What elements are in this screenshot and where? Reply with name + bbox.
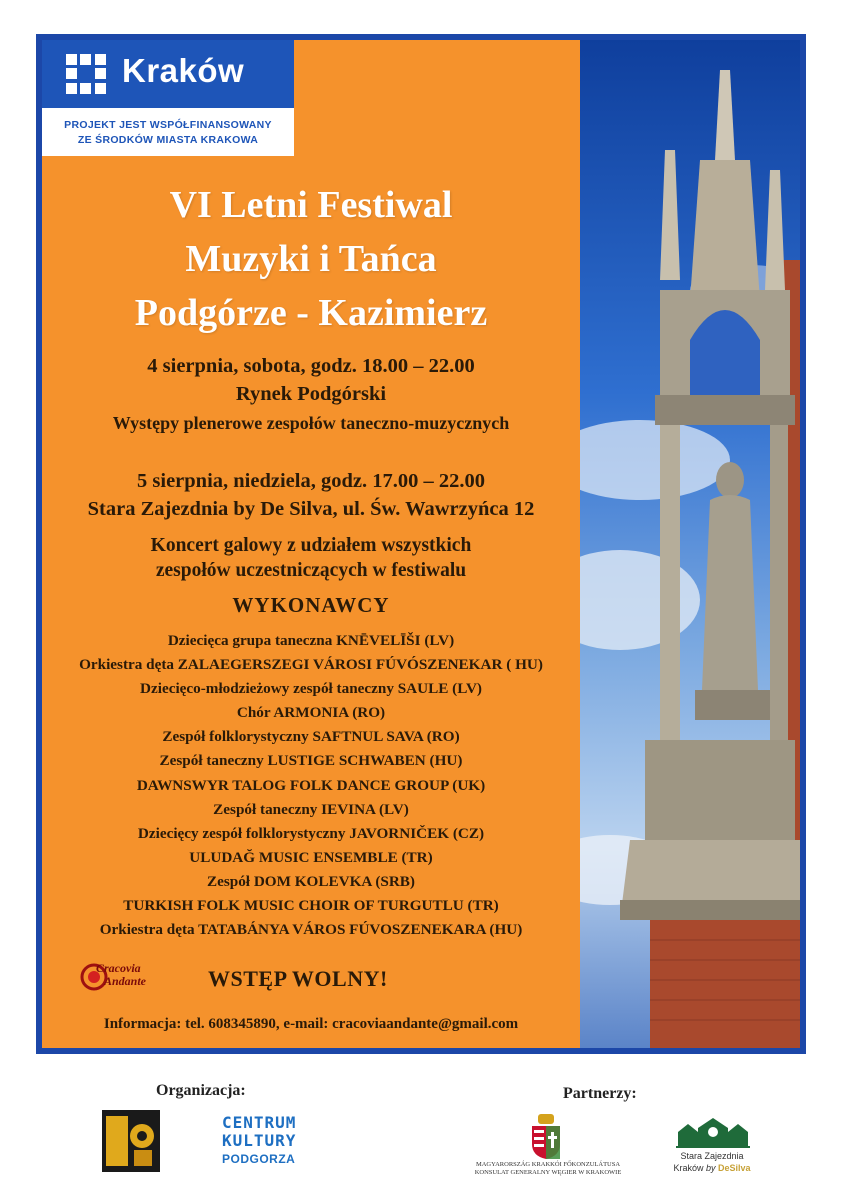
embassy-text: [468, 1161, 628, 1177]
cofinance-line2: ZE ŚRODKÓW MIASTA KRAKOWA: [77, 134, 259, 146]
sz-desilva: DeSilva: [718, 1163, 751, 1173]
performer-item: DAWNSWYR TALOG FOLK DANCE GROUP (UK): [136, 776, 486, 794]
performer-item: ULUDAĞ MUSIC ENSEMBLE (TR): [189, 848, 433, 866]
title-line3: Podgórze - Kazimierz: [134, 292, 488, 334]
festival-title: [42, 178, 580, 340]
event1-description: Występy plenerowe zespołów taneczno-muzycznych: [112, 413, 510, 433]
krakow-mark-icon: [66, 54, 106, 94]
centrum-kultury-logo: [222, 1114, 296, 1168]
event1-place: Rynek Podgórski: [235, 383, 387, 405]
performers-list: [42, 629, 580, 942]
performer-item: Zespół taneczny IEVINA (LV): [213, 800, 409, 818]
band-logo-icon: [102, 1110, 160, 1172]
performer-item: Zespół DOM KOLEVKA (SRB): [206, 872, 415, 890]
monument-photo: [580, 40, 800, 1048]
event2-desc-line1: Koncert galowy z udziałem wszystkich: [150, 535, 472, 556]
performer-item: Chór ARMONIA (RO): [236, 704, 386, 722]
organization-label: Organizacja:: [156, 1082, 246, 1099]
title-line1: VI Letni Festiwal: [169, 184, 453, 226]
centrum-line2: KULTURY: [222, 1131, 297, 1150]
logo-text: Kraków: [122, 52, 245, 89]
event2-desc-line2: zespołów uczestniczących w festiwalu: [155, 560, 467, 581]
performer-item: Orkiestra dęta TATABÁNYA VÁROS FÚVOSZENEKARA (HU): [99, 921, 523, 939]
performers-heading: WYKONAWCY: [232, 593, 390, 617]
event1-date: 4 sierpnia, sobota, godz. 18.00 – 22.00: [147, 355, 475, 377]
andante-logo-text: [96, 962, 146, 988]
performer-item: Dziecięca grupa taneczna KNĒVELĪŠI (LV): [167, 632, 455, 649]
sz-by: by: [705, 1163, 716, 1173]
partners-label: Partnerzy:: [563, 1085, 637, 1102]
event2-place: Stara Zajezdnia by De Silva, ul. Św. Wawrzyńca 12: [87, 498, 535, 520]
logo-banner: [42, 40, 294, 108]
free-entry: WSTĘP WOLNY!: [208, 966, 388, 991]
hungarian-coat-of-arms-icon: [530, 1112, 562, 1160]
stara-zajezdnia-logo: [668, 1150, 756, 1174]
performer-item: Dziecięco-młodzieżowy zespół taneczny SAULE (LV): [140, 680, 482, 698]
embassy-line1: MAGYARORSZÁG KRAKKÓI FŐKONZULÁTUSA: [475, 1161, 621, 1168]
stara-zajezdnia-building-icon: [676, 1116, 750, 1148]
sz-line2: [668, 1162, 756, 1174]
embassy-line2: KONSULAT GENERALNY WĘGIER W KRAKOWIE: [474, 1169, 622, 1176]
andante-line1: Cracovia: [96, 961, 141, 975]
performer-item: TURKISH FOLK MUSIC CHOIR OF TURGUTLU (TR): [123, 897, 499, 915]
event2-date: 5 sierpnia, niedziela, godz. 17.00 – 22.00: [137, 470, 485, 492]
monument-illustration: [580, 40, 800, 1048]
performer-item: Dziecięcy zespół folklorystyczny JAVORNIČEK (CZ): [137, 824, 485, 842]
centrum-line1: CENTRUM: [222, 1113, 297, 1132]
cofinance-line1: PROJEKT JEST WSPÓŁFINANSOWANY: [64, 119, 272, 131]
centrum-line3: PODGORZA: [222, 1152, 296, 1166]
event2-description: [42, 533, 580, 583]
performer-item: Orkiestra dęta ZALAEGERSZEGI VÁROSI FÚVÓSZENEKAR ( HU): [79, 656, 543, 674]
contact-info: Informacja: tel. 608345890, e-mail: cracoviaandante@gmail.com: [103, 1016, 519, 1032]
performer-item: Zespół folklorystyczny SAFTNUL SAVA (RO): [162, 728, 460, 746]
sz-krakow: Kraków: [673, 1163, 704, 1173]
andante-line2: Andante: [104, 974, 147, 988]
performer-item: Zespół taneczny LUSTIGE SCHWABEN (HU): [159, 752, 463, 770]
title-line2: Muzyki i Tańca: [185, 238, 437, 280]
krakow-logo: [42, 40, 294, 156]
cofinance-note: [42, 118, 294, 148]
sz-line1: Stara Zajezdnia: [680, 1151, 744, 1161]
